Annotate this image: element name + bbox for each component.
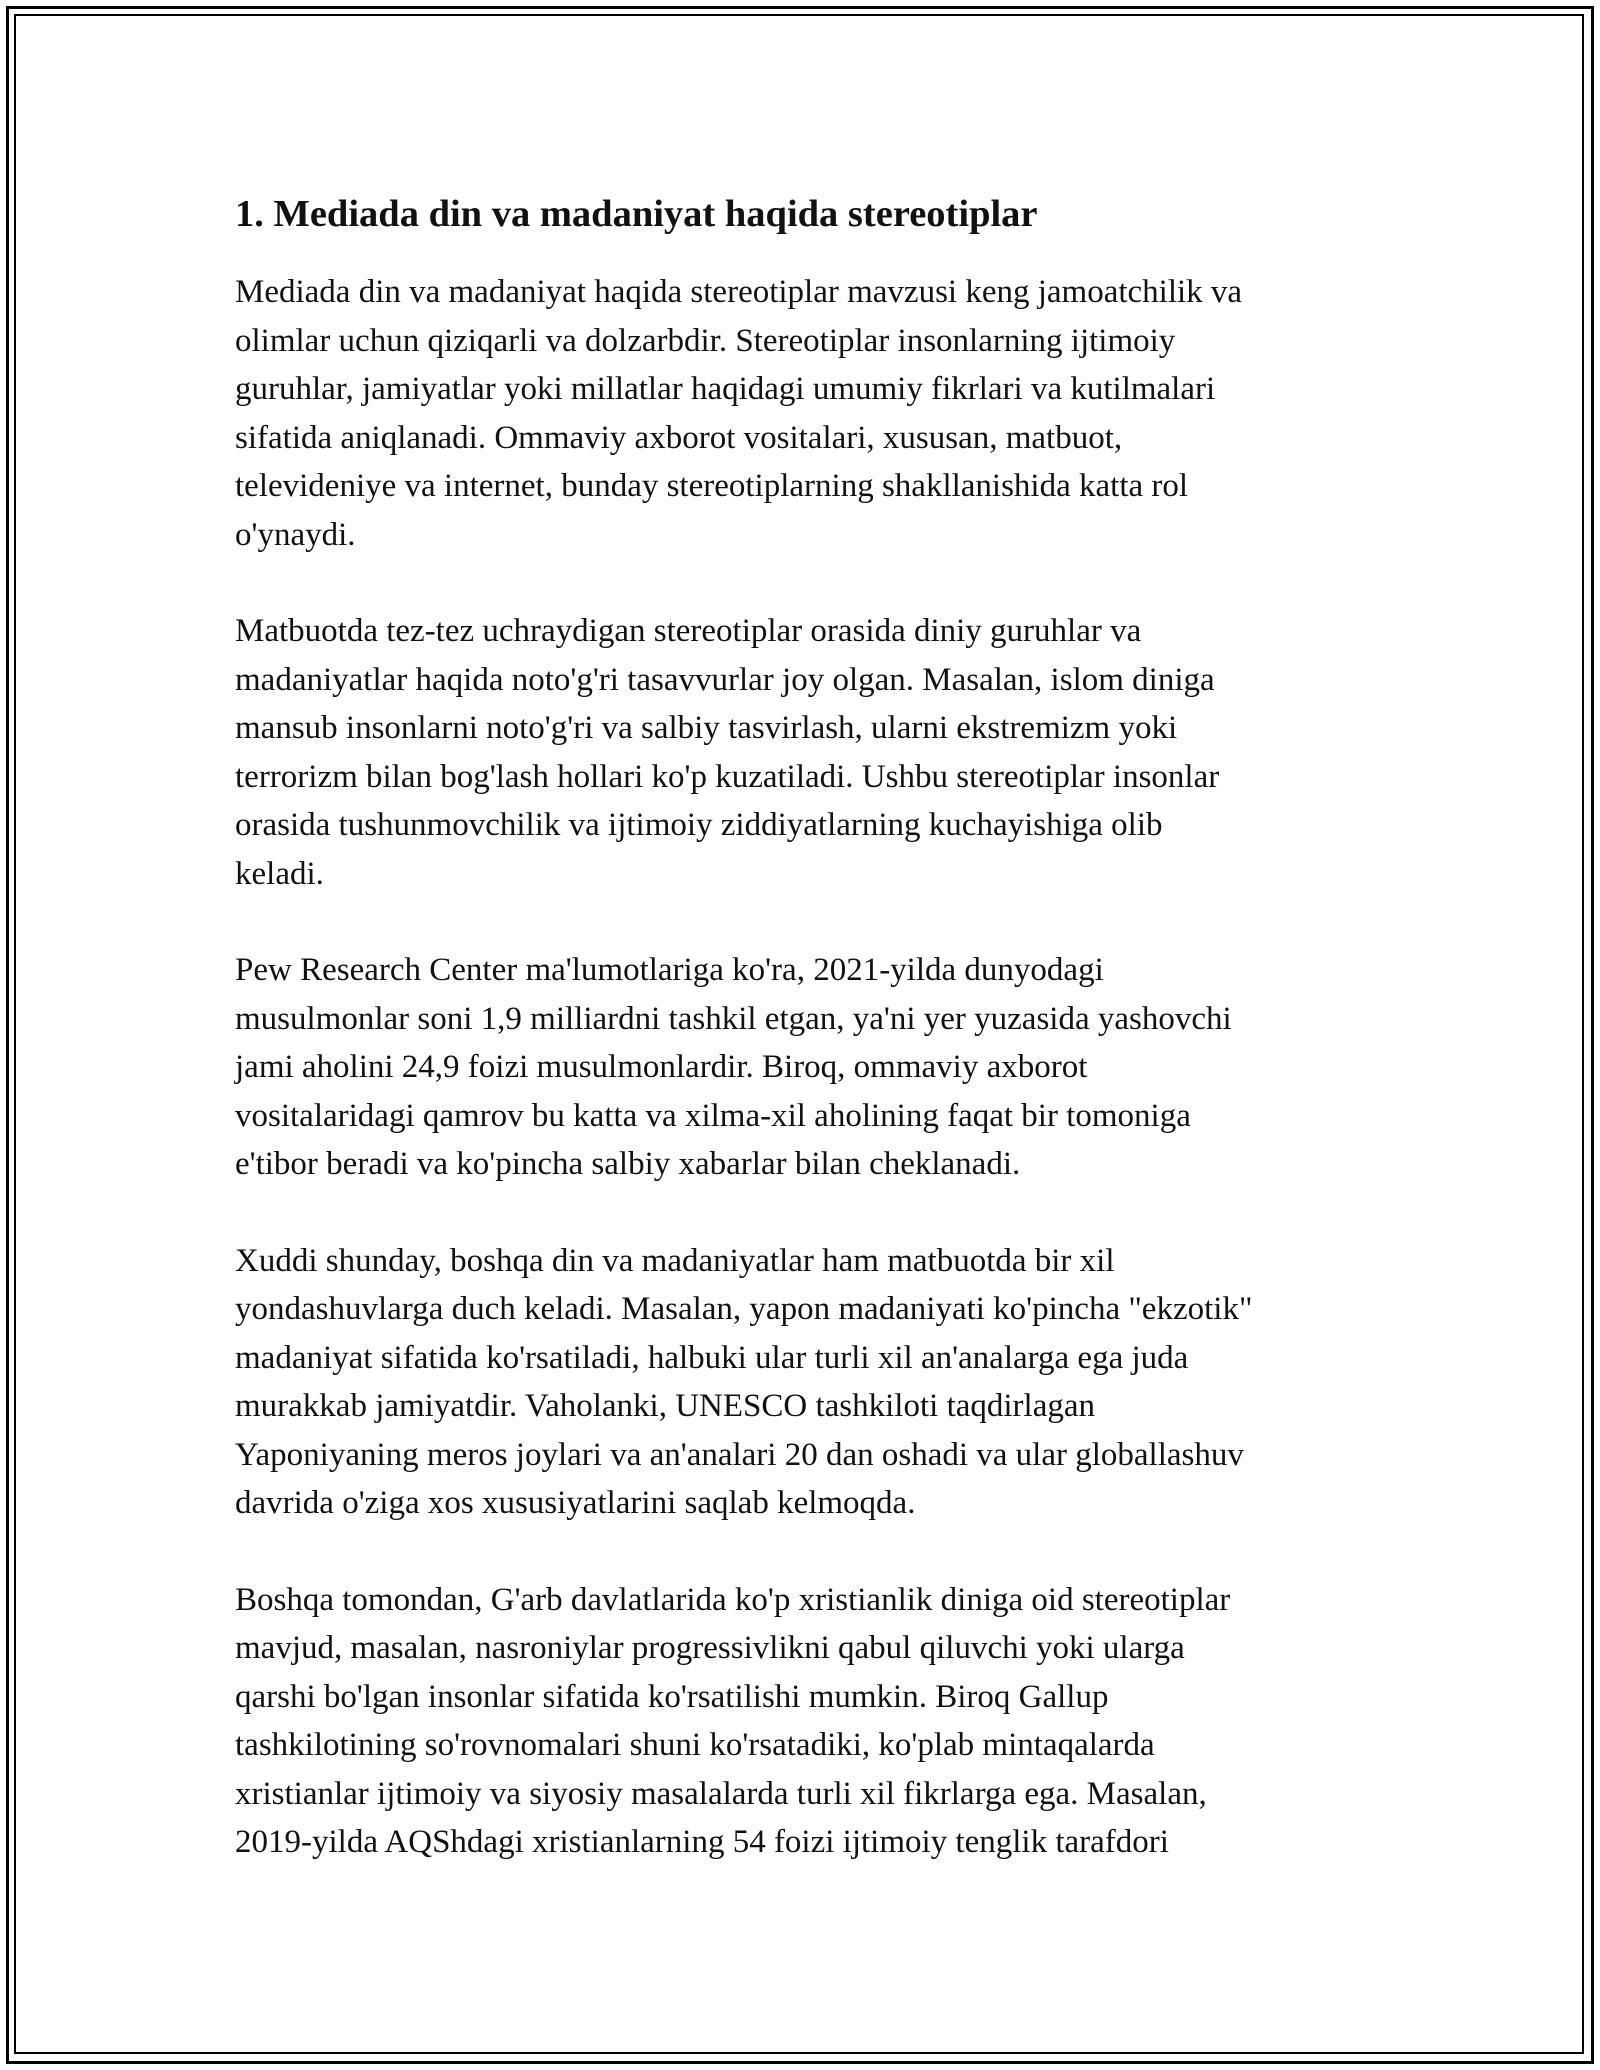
paragraph-2 [235, 607, 1385, 898]
paragraph-line: televideniye va internet, bunday stereotiplarning shakllanishida katta rol [235, 468, 1189, 504]
paragraph-5 [235, 1576, 1385, 1867]
paragraph-line: vositalaridagi qamrov bu katta va xilma-xil aholining faqat bir tomoniga [235, 1097, 1191, 1134]
paragraph-line: keladi. [235, 855, 324, 892]
paragraph-1 [235, 268, 1385, 559]
paragraph-line: murakkab jamiyatdir. Vaholanki, UNESCO tashkiloti taqdirlagan [235, 1388, 1095, 1424]
paragraph-line: Xuddi shunday, boshqa din va madaniyatlar ham matbuotda bir xil [235, 1242, 1115, 1279]
paragraph-3 [235, 946, 1385, 1189]
paragraph-line: mavjud, masalan, nasroniylar progressivlikni qabul qiluvchi yoki ularga [235, 1630, 1185, 1666]
document-body [235, 186, 1385, 1915]
paragraph-line: tashkilotining so'rovnomalari shuni ko'rsatadiki, ko'plab mintaqalarda [235, 1727, 1155, 1763]
paragraph-line: sifatida aniqlanadi. Ommaviy axborot vositalari, xususan, matbuot, [235, 419, 1123, 456]
paragraph-line: Mediada din va madaniyat haqida stereotiplar mavzusi keng jamoatchilik va [235, 274, 1243, 310]
paragraph-line: guruhlar, jamiyatlar yoki millatlar haqidagi umumiy fikrlari va kutilmalari [235, 371, 1216, 407]
paragraph-line: e'tibor beradi va ko'pincha salbiy xabarlar bilan cheklanadi. [235, 1146, 1021, 1182]
paragraph-line: Yaponiyaning meros joylari va an'analari 20 dan oshadi va ular globallashuv [235, 1436, 1244, 1473]
paragraph-line: davrida o'ziga xos xususiyatlarini saqlab kelmoqda. [235, 1485, 916, 1521]
paragraph-line: qarshi bo'lgan insonlar sifatida ko'rsatilishi mumkin. Biroq Gallup [235, 1678, 1109, 1715]
paragraph-line: madaniyat sifatida ko'rsatiladi, halbuki ular turli xil an'analarga ega juda [235, 1339, 1189, 1376]
paragraph-line: olimlar uchun qiziqarli va dolzarbdir. Stereotiplar insonlarning ijtimoiy [235, 322, 1176, 359]
paragraph-line: mansub insonlarni noto'g'ri va salbiy tasvirlash, ularni ekstremizm yoki [235, 710, 1178, 746]
paragraph-line: Boshqa tomondan, G'arb davlatlarida ko'p xristianlik diniga oid stereotiplar [235, 1581, 1231, 1618]
paragraph-line: o'ynaydi. [235, 516, 356, 553]
paragraph-line: 2019-yilda AQShdagi xristianlarning 54 foizi ijtimoiy tenglik tarafdori [235, 1824, 1169, 1860]
paragraph-line: yondashuvlarga duch keladi. Masalan, yapon madaniyati ko'pincha "ekzotik" [235, 1291, 1253, 1327]
paragraph-4 [235, 1237, 1385, 1528]
paragraph-line: xristianlar ijtimoiy va siyosiy masalalarda turli xil fikrlarga ega. Masalan, [235, 1775, 1207, 1812]
section-heading: 1. Mediada din va madaniyat haqida stereotiplar [235, 193, 1038, 235]
paragraph-line: Pew Research Center ma'lumotlariga ko'ra, 2021-yilda dunyodagi [235, 952, 1104, 988]
paragraph-line: madaniyatlar haqida noto'g'ri tasavvurlar joy olgan. Masalan, islom diniga [235, 661, 1215, 698]
paragraph-line: musulmonlar soni 1,9 milliardni tashkil etgan, ya'ni yer yuzasida yashovchi [235, 1000, 1232, 1037]
paragraph-line: orasida tushunmovchilik va ijtimoiy ziddiyatlarning kuchayishiga olib [235, 807, 1163, 843]
paragraph-line: Matbuotda tez-tez uchraydigan stereotiplar orasida diniy guruhlar va [235, 613, 1142, 649]
paragraph-line: terrorizm bilan bog'lash hollari ko'p kuzatiladi. Ushbu stereotiplar insonlar [235, 758, 1220, 795]
paragraph-line: jami aholini 24,9 foizi musulmonlardir. Biroq, ommaviy axborot [235, 1049, 1088, 1085]
